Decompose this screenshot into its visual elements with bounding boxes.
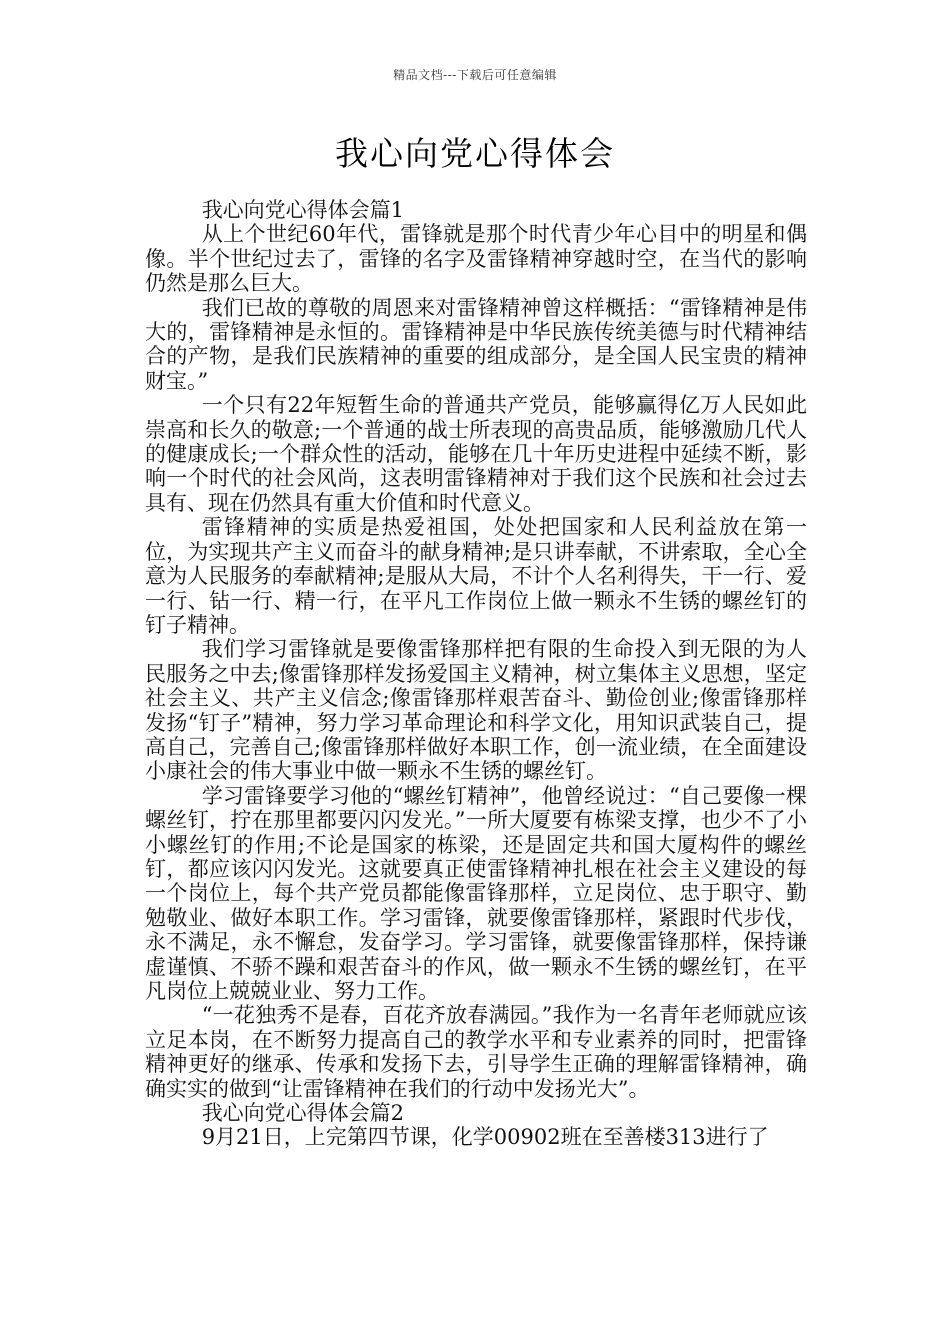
document-title: 我心向党心得体会 [335, 134, 615, 173]
paragraph: 一个只有22年短暂生命的普通共产党员，能够赢得亿万人民如此崇高和长久的敬意;一个普通的战士所表现的高贵品质，能够激励几代人的健康成长;一个群众性的活动，能够在几十年历史进程中延续不断，影响一个时代的社会风尚，这表明雷锋精神对于我们这个民族和社会过去具有、现在仍然具有重大价值和时代意义。 [145, 393, 807, 515]
header-note: 精品文档---下载后可任意编辑 [393, 68, 557, 82]
paragraph: 从上个世纪60年代，雷锋就是那个时代青少年心目中的明星和偶像。半个世纪过去了，雷锋的名字及雷锋精神穿越时空，在当代的影响仍然是那么巨大。 [145, 222, 807, 296]
paragraph: 9月21日，上完第四节课，化学00902班在至善楼313进行了 [201, 1125, 769, 1150]
paragraph: 我们已故的尊敬的周恩来对雷锋精神曾这样概括：“雷锋精神是伟大的，雷锋精神是永恒的。雷锋精神是中华民族传统美德与时代精神结合的产物，是我们民族精神的重要的组成部分，是全国人民宝贵的精神财宝。” [145, 295, 807, 393]
paragraph: “一花独秀不是春，百花齐放春满园。”我作为一名青年老师就应该立足本岗，在不断努力提高自己的教学水平和专业素养的同时，把雷锋精神更好的继承、传承和发扬下去，引导学生正确的理解雷锋精神，确确实实的做到“让雷锋精神在我们的行动中发扬光大”。 [145, 1003, 807, 1101]
document-body [145, 198, 807, 1150]
paragraph: 雷锋精神的实质是热爱祖国，处处把国家和人民利益放在第一位，为实现共产主义而奋斗的献身精神;是只讲奉献，不讲索取，全心全意为人民服务的奉献精神;是服从大局，不计个人名利得失，干一行、爱一行、钻一行、精一行，在平凡工作岗位上做一颗永不生锈的螺丝钉的钉子精神。 [145, 515, 807, 637]
paragraph: 我们学习雷锋就是要像雷锋那样把有限的生命投入到无限的为人民服务之中去;像雷锋那样发扬爱国主义精神，树立集体主义思想，坚定社会主义、共产主义信念;像雷锋那样艰苦奋斗、勤俭创业;像雷锋那样发扬“钉子”精神，努力学习革命理论和科学文化，用知识武装自己，提高自己，完善自己;像雷锋那样做好本职工作，创一流业绩，在全面建设小康社会的伟大事业中做一颗永不生锈的螺丝钉。 [145, 637, 807, 784]
section-heading-2: 我心向党心得体会篇2 [201, 1101, 405, 1126]
paragraph: 学习雷锋要学习他的“螺丝钉精神”，他曾经说过：“自己要像一棵螺丝钉，拧在那里都要闪闪发光。”一所大厦要有栋梁支撑，也少不了小小螺丝钉的作用;不论是国家的栋梁，还是固定共和国大厦构件的螺丝钉，都应该闪闪发光。这就要真正使雷锋精神扎根在社会主义建设的每一个岗位上，每个共产党员都能像雷锋那样，立足岗位、忠于职守、勤勉敬业、做好本职工作。学习雷锋，就要像雷锋那样，紧跟时代步伐，永不满足，永不懈怠，发奋学习。学习雷锋，就要像雷锋那样，保持谦虚谨慎、不骄不躁和艰苦奋斗的作风，做一颗永不生锈的螺丝钉，在平凡岗位上兢兢业业、努力工作。 [145, 783, 807, 1003]
section-heading-1: 我心向党心得体会篇1 [201, 198, 405, 222]
